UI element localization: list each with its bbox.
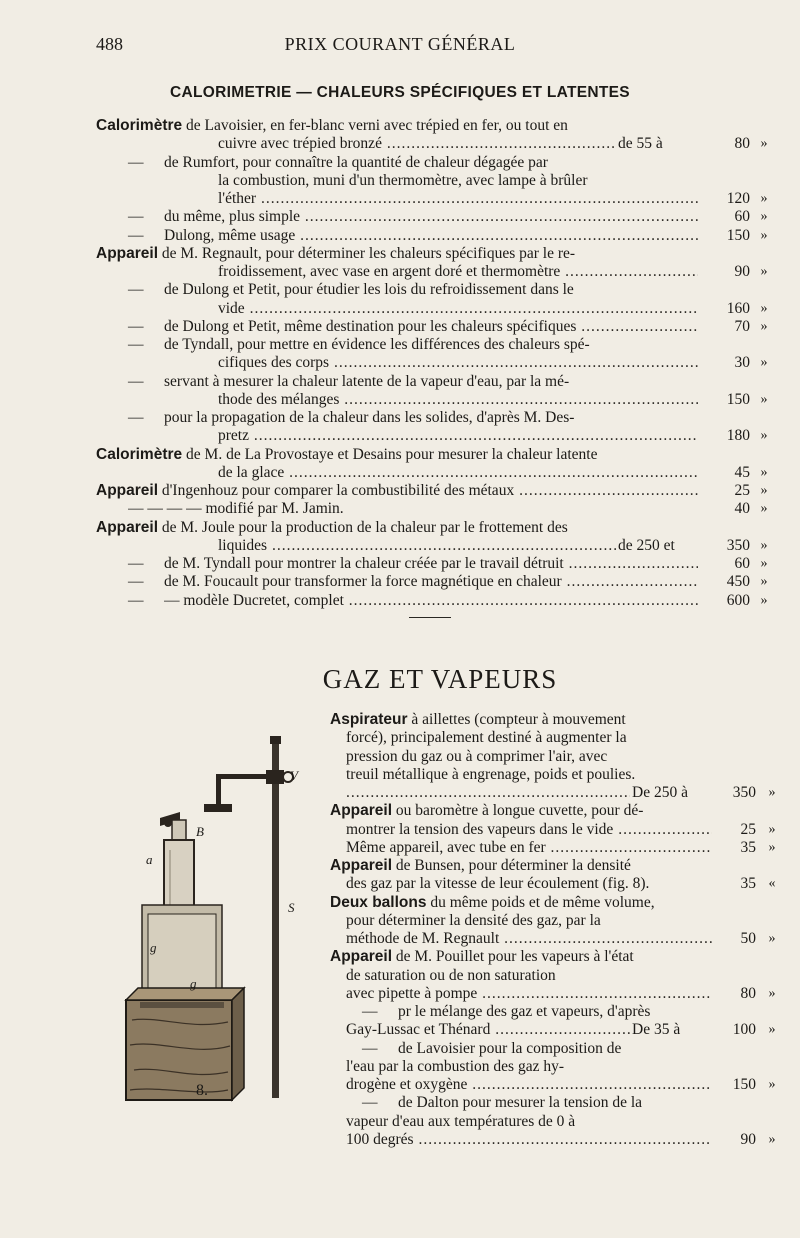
entry-line: [128, 500, 698, 518]
price-cents-mark: »: [760, 574, 768, 590]
entry-line: [346, 1058, 712, 1076]
entry-text: liquides: [218, 536, 268, 554]
entry-line: [346, 967, 712, 985]
entry-text: pretz: [218, 427, 249, 445]
entry-line: [346, 985, 712, 1003]
entry-line: [330, 894, 712, 912]
price-value: 80: [734, 135, 750, 153]
price-value: 180: [726, 427, 750, 445]
entry-text: de Tyndall, pour mettre en évidence les différences des chaleurs spé-: [164, 336, 590, 353]
price-value: 350: [732, 784, 756, 801]
entry-dash: —: [128, 208, 144, 226]
price-value: 35: [740, 875, 756, 893]
entry-dash: —: [128, 281, 144, 299]
price-cents-mark: »: [768, 785, 776, 800]
entry-line: [346, 930, 712, 948]
entry-text: Dulong, même usage: [164, 226, 296, 244]
price-cents-mark: »: [760, 537, 768, 553]
price-value: 80: [740, 984, 756, 1002]
price-value: 30: [734, 354, 750, 372]
price-value: 600: [726, 591, 750, 609]
entry-text: de Bunsen, pour déterminer la densité: [392, 857, 631, 874]
entry-text: de M. Regnault, pour déterminer les chaleurs spécifiques par le re-: [158, 244, 576, 262]
price-value: 150: [726, 226, 750, 244]
entry-line: [346, 1131, 712, 1149]
price-cents-mark: »: [760, 318, 768, 334]
entry-line: [164, 409, 698, 427]
entry-dash: —: [128, 409, 144, 426]
price-value: 160: [726, 299, 750, 317]
price-value: 50: [740, 930, 756, 947]
entry-line: [218, 190, 698, 208]
entry-dash: —: [128, 555, 144, 572]
price-range-text: de 55 à: [618, 135, 663, 153]
entry-dash: —: [128, 153, 144, 171]
entry-text: vide: [218, 299, 245, 317]
entry-line: [96, 519, 698, 537]
entry-line: [398, 1003, 712, 1021]
entry-line: [164, 592, 698, 610]
entry-keyword: Deux ballons: [330, 893, 427, 911]
entry-text: de M. Pouillet pour les vapeurs à l'état: [392, 948, 634, 966]
entry-line: [346, 784, 630, 802]
section-divider: [409, 617, 451, 618]
bunsen-apparatus-figure: [120, 700, 320, 1140]
entry-dash: —: [128, 317, 144, 335]
label-a: a: [146, 852, 153, 867]
price-cents-mark: »: [760, 592, 768, 608]
entry-text: de M. Tyndall pour montrer la chaleur créée par le travail détruit: [164, 555, 564, 572]
price-cents-mark: »: [760, 428, 768, 444]
price-value: 100: [732, 1021, 756, 1039]
price-value: 25: [734, 482, 750, 499]
entry-text: de Dulong et Petit, pour étudier les lois du refroidissement dans le: [164, 281, 574, 299]
entry-line: [218, 354, 698, 372]
running-head: PRIX COURANT GÉNÉRAL: [284, 34, 516, 54]
entry-line: [164, 154, 698, 172]
entry-keyword: Appareil: [330, 802, 393, 820]
price-value: 150: [732, 1076, 756, 1093]
price-cents-mark: »: [760, 264, 768, 279]
entry-keyword: Calorimètre: [96, 117, 183, 134]
entry-line: [164, 208, 698, 226]
entry-text: de Rumfort, pour connaître la quantité de chaleur dégagée par: [164, 153, 548, 171]
price-cents-mark: »: [768, 931, 776, 946]
entry-line: [346, 839, 712, 857]
entry-text: Même appareil, avec tube en fer: [346, 838, 546, 856]
price-value: 35: [740, 838, 756, 856]
entry-line: [164, 373, 698, 391]
entry-text: — modèle Ducretet, complet: [164, 591, 344, 609]
price-cents-mark: »: [768, 1022, 776, 1038]
price-cents-mark: »: [760, 483, 768, 498]
price-value: 150: [726, 390, 750, 408]
entry-keyword: Calorimètre: [96, 445, 183, 463]
entry-text: pour la propagation de la chaleur dans les solides, d'après M. Des-: [164, 409, 575, 426]
entry-text: thode des mélanges: [218, 390, 340, 408]
entry-dash: —: [128, 226, 144, 244]
entry-text: forcé), principalement destiné à augmenter la: [346, 729, 627, 747]
entry-dash: —: [362, 1039, 378, 1057]
entry-line: [346, 1021, 630, 1039]
entry-text: méthode de M. Regnault: [346, 930, 500, 947]
price-cents-mark: »: [768, 1131, 776, 1147]
bunsen-apparatus-illustration: [120, 700, 320, 1140]
entry-line: [96, 117, 698, 135]
entry-text: de Dalton pour mesurer la tension de la: [398, 1094, 643, 1112]
price-cents-mark: »: [768, 985, 776, 1001]
price-value: 350: [726, 536, 750, 554]
entry-line: [164, 555, 698, 573]
entry-text: pour déterminer la densité des gaz, par la: [346, 911, 601, 929]
entry-line: [346, 1113, 712, 1131]
price-cents-mark: »: [760, 355, 768, 371]
entry-dash: —: [362, 1003, 378, 1020]
page-number: 488: [96, 34, 123, 54]
price-range-text: de 250 et: [618, 536, 675, 554]
entry-text: du même poids et de même volume,: [426, 893, 655, 911]
entry-line: [96, 245, 698, 263]
price-cents-mark: «: [768, 876, 776, 892]
price-cents-mark: »: [768, 821, 776, 837]
label-g-right: g: [190, 976, 197, 991]
entry-text: Gay-Lussac et Thénard: [346, 1021, 491, 1039]
price-cents-mark: »: [760, 391, 768, 407]
entry-line: [218, 300, 698, 318]
entry-text: de la glace: [218, 463, 285, 481]
price-value: 450: [726, 573, 750, 591]
entry-line: [218, 464, 698, 482]
entry-text: froidissement, avec vase en argent doré et thermomètre: [218, 263, 561, 280]
entry-line: [346, 912, 712, 930]
entry-line: [346, 748, 712, 766]
entry-text: ou baromètre à longue cuvette, pour dé-: [392, 802, 644, 820]
entry-line: [346, 766, 712, 784]
entry-text: servant à mesurer la chaleur latente de la vapeur d'eau, par la mé-: [164, 372, 570, 390]
price-cents-mark: »: [760, 209, 768, 225]
price-value: 90: [740, 1130, 756, 1148]
price-cents-mark: »: [760, 556, 768, 571]
entry-line: [164, 281, 698, 299]
price-range-text: De 35 à: [632, 1021, 681, 1039]
entry-line: [218, 263, 698, 281]
price-cents-mark: »: [760, 227, 768, 243]
entry-line: [218, 537, 616, 555]
price-cents-mark: »: [760, 464, 768, 480]
entry-text: cifiques des corps: [218, 354, 330, 372]
entry-text: montrer la tension des vapeurs dans le vide: [346, 820, 614, 838]
entry-text: à aillettes (compteur à mouvement: [407, 711, 626, 728]
entry-line: [164, 318, 698, 336]
entry-text: drogène et oxygène: [346, 1076, 468, 1093]
price-value: 90: [734, 263, 750, 280]
entry-text: pression du gaz ou à comprimer l'air, avec: [346, 747, 608, 765]
entry-line: [330, 802, 712, 820]
entry-keyword: Aspirateur: [330, 711, 408, 728]
entry-line: [164, 336, 698, 354]
entry-text: d'Ingenhouz pour comparer la combustibilité des métaux: [158, 482, 515, 499]
figure-caption: 8.: [196, 1082, 208, 1099]
entry-keyword: Appareil: [330, 857, 393, 874]
price-cents-mark: »: [760, 501, 768, 517]
entry-line: [330, 948, 712, 966]
entry-line: [346, 821, 712, 839]
entry-dash: —: [128, 372, 144, 390]
label-b: B: [196, 824, 204, 839]
entry-line: [96, 446, 698, 464]
entry-line: [164, 573, 698, 591]
price-cents-mark: »: [768, 839, 776, 855]
entry-dash: —: [128, 336, 144, 353]
price-value: 40: [734, 500, 750, 518]
entry-keyword: Appareil: [330, 948, 393, 966]
price-value: 25: [740, 820, 756, 838]
price-cents-mark: »: [760, 300, 768, 316]
entry-line: [330, 711, 712, 729]
entry-text: cuivre avec trépied bronzé: [218, 135, 382, 153]
entry-text: des gaz par la vitesse de leur écoulement (fig. 8).: [346, 875, 650, 893]
entry-text: l'eau par la combustion des gaz hy-: [346, 1057, 564, 1075]
entry-line: [96, 482, 698, 500]
entry-text: de Lavoisier pour la composition de: [398, 1039, 622, 1057]
entry-text: de M. Foucault pour transformer la force magnétique en chaleur: [164, 573, 562, 591]
entry-text: la combustion, muni d'un thermomètre, avec lampe à brûler: [218, 171, 588, 189]
entry-text: du même, plus simple: [164, 208, 301, 226]
entry-line: [346, 875, 712, 893]
price-range-text: De 250 à: [632, 784, 688, 801]
entry-line: [346, 729, 712, 747]
entry-line: [398, 1094, 712, 1112]
label-v: V: [290, 768, 298, 783]
entry-keyword: Appareil: [96, 518, 159, 536]
price-value: 60: [734, 208, 750, 226]
section-title-gaz-vapeurs: GAZ ET VAPEURS: [322, 664, 558, 694]
entry-line: [218, 391, 698, 409]
page-header: [0, 34, 800, 60]
price-cents-mark: »: [768, 1077, 776, 1092]
entry-line: [218, 172, 698, 190]
entry-text: 100 degrés: [346, 1130, 414, 1148]
entry-text: — — — — modifié par M. Jamin.: [128, 500, 344, 518]
section-title-calorimetrie: CALORIMETRIE — CHALEURS SPÉCIFIQUES ET LATENTES: [170, 84, 630, 101]
entry-dash: —: [128, 591, 144, 609]
entry-line: [330, 857, 712, 875]
entry-line: [218, 427, 698, 445]
entry-text: de Lavoisier, en fer-blanc verni avec trépied en fer, ou tout en: [182, 117, 568, 134]
entry-dash: —: [362, 1094, 378, 1112]
entry-dash: —: [128, 573, 144, 591]
price-value: 120: [726, 190, 750, 207]
entry-text: avec pipette à pompe: [346, 984, 478, 1002]
entry-keyword: Appareil: [96, 244, 159, 262]
price-value: 45: [734, 463, 750, 481]
entry-line: [346, 1076, 712, 1094]
entry-text: de saturation ou de non saturation: [346, 966, 556, 984]
price-cents-mark: »: [760, 191, 768, 206]
entry-text: pr le mélange des gaz et vapeurs, d'après: [398, 1003, 651, 1020]
entry-line: [164, 227, 698, 245]
entry-text: treuil métallique à engrenage, poids et poulies.: [346, 765, 636, 783]
label-g-left: g: [150, 940, 157, 955]
price-value: 60: [734, 555, 750, 572]
entry-text: l'éther: [218, 190, 257, 207]
entry-text: vapeur d'eau aux températures de 0 à: [346, 1112, 576, 1130]
entry-line: [218, 135, 616, 153]
entry-line: [398, 1040, 712, 1058]
entry-text: de Dulong et Petit, même destination pour les chaleurs spécifiques: [164, 317, 577, 335]
entry-keyword: Appareil: [96, 482, 159, 499]
entry-text: de M. de La Provostaye et Desains pour mesurer la chaleur latente: [182, 445, 598, 463]
price-value: 70: [734, 317, 750, 335]
price-cents-mark: »: [760, 136, 768, 152]
entry-text: de M. Joule pour la production de la chaleur par le frottement des: [158, 518, 568, 536]
label-s: S: [288, 900, 295, 915]
